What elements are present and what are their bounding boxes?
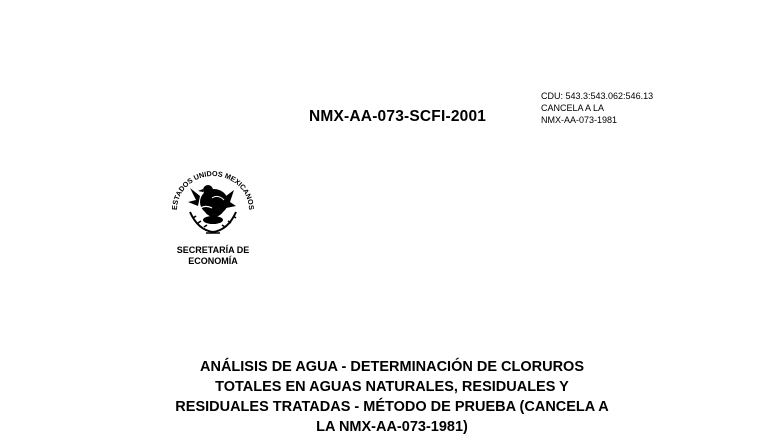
document-title: [120, 357, 664, 437]
cdu-block: [541, 90, 653, 126]
title-line: LA NMX-AA-073-1981): [316, 419, 468, 435]
ministry-line: ECONOMÍA: [188, 256, 238, 266]
cdu-line: CDU: 543.3:543.062:546.13: [541, 91, 654, 101]
cancelled-standard-line: NMX-AA-073-1981: [541, 115, 618, 125]
ministry-line: SECRETARÍA DE: [176, 245, 250, 255]
title-line: ANÁLISIS DE AGUA - DETERMINACIÓN DE CLORUROS: [200, 359, 584, 375]
title-line: RESIDUALES TRATADAS - MÉTODO DE PRUEBA (CANCELA A: [175, 399, 609, 415]
cancels-line: CANCELA A LA: [541, 103, 605, 113]
eagle-icon: [188, 185, 236, 216]
cactus-icon: [203, 216, 223, 224]
ministry-name: [165, 245, 261, 267]
mexican-coat-of-arms-seal-icon: [168, 160, 258, 244]
title-line: TOTALES EN AGUAS NATURALES, RESIDUALES Y: [215, 379, 569, 395]
seal-arc-text: ESTADOS UNIDOS MEXICANOS: [169, 168, 257, 211]
standard-code: NMX-AA-073-SCFI-2001: [309, 108, 487, 125]
